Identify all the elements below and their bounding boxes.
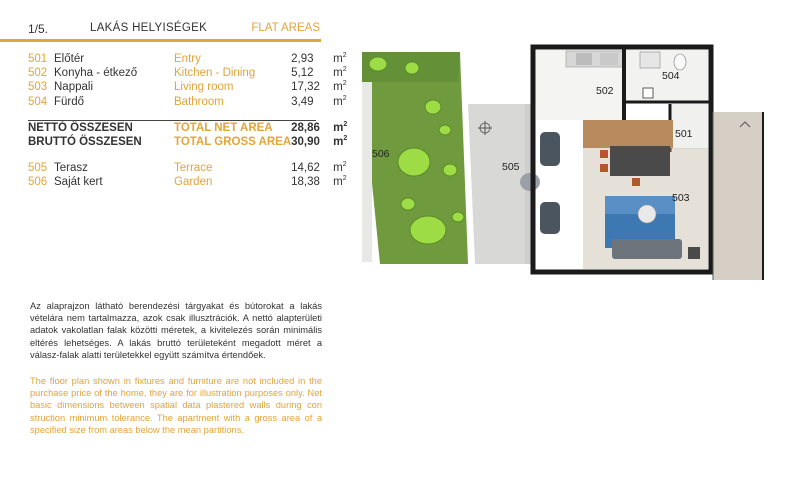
total-area: 28,86 bbox=[291, 121, 320, 134]
totals-divider bbox=[28, 120, 316, 121]
room-number: 506 bbox=[28, 176, 48, 189]
room-name-hu: Konyha - étkező bbox=[54, 67, 138, 80]
room-area: 3,49 bbox=[291, 95, 314, 108]
total-row bbox=[28, 121, 347, 135]
spacer-row bbox=[28, 149, 347, 161]
room-area: 5,12 bbox=[291, 67, 314, 80]
area-unit: $m^2$ bbox=[333, 80, 347, 94]
terrace-chair bbox=[540, 132, 560, 166]
area-unit: $m^2$ bbox=[333, 135, 348, 149]
room-label-502: 502 bbox=[596, 85, 614, 97]
floor-plan bbox=[340, 42, 780, 282]
room-name-en: Kitchen - Dining bbox=[174, 67, 256, 80]
tree-icon bbox=[443, 164, 457, 176]
room-area: 14,62 bbox=[291, 162, 320, 175]
tree-icon bbox=[425, 100, 441, 114]
room-name-en: Terrace bbox=[174, 162, 213, 175]
room-name-en: Living room bbox=[174, 81, 234, 94]
room-name-hu: Saját kert bbox=[54, 176, 103, 189]
page-header bbox=[28, 22, 320, 40]
room-name-hu: Nappali bbox=[54, 81, 93, 94]
tree-icon bbox=[369, 57, 387, 71]
tree-icon bbox=[452, 212, 464, 222]
sofa bbox=[612, 239, 682, 259]
area-unit: $m^2$ bbox=[333, 175, 347, 189]
room-number: 505 bbox=[28, 162, 48, 175]
room-area: 18,38 bbox=[291, 176, 320, 189]
tree-icon bbox=[405, 62, 419, 74]
garden-path bbox=[362, 82, 372, 262]
table-row bbox=[28, 161, 347, 175]
section-title-en: FLAT AREAS bbox=[251, 22, 320, 34]
spacer-row bbox=[28, 109, 347, 121]
area-unit: $m^2$ bbox=[333, 52, 347, 66]
table-row bbox=[28, 95, 347, 109]
tree-icon bbox=[410, 216, 446, 244]
section-title: LAKÁS HELYISÉGEK bbox=[90, 22, 208, 34]
page-number: 1/5. bbox=[28, 22, 49, 36]
room-name-hu: Terasz bbox=[54, 162, 88, 175]
total-label-en: TOTAL GROSS AREA bbox=[174, 136, 292, 149]
disclaimer-en: The floor plan shown in fixtures and furniture are not included in the purchase price of the home, they are for illustration purposes only. Net basic dimensions between spatial data plastered walls during con struction minimum tolerance. The apartment with a gross area of a specified size from areas below the mean partitions. bbox=[30, 376, 322, 435]
area-unit: $m^2$ bbox=[333, 121, 348, 134]
living-floor bbox=[583, 120, 673, 148]
terrace-table bbox=[520, 173, 540, 191]
total-area: 30,90 bbox=[291, 136, 320, 149]
tree-icon bbox=[398, 148, 430, 176]
table-row bbox=[28, 66, 347, 80]
area-unit: $m^2$ bbox=[333, 161, 347, 175]
tree-icon bbox=[401, 198, 415, 210]
dining-table bbox=[610, 146, 670, 176]
entry-area bbox=[670, 104, 708, 149]
room-number: 501 bbox=[28, 53, 48, 66]
terrace-chair bbox=[540, 202, 560, 234]
room-number: 504 bbox=[28, 95, 48, 108]
room-area: 2,93 bbox=[291, 53, 314, 66]
table-row bbox=[28, 52, 347, 66]
room-label-506: 506 bbox=[372, 148, 390, 160]
area-unit: $m^2$ bbox=[333, 66, 347, 80]
room-name-hu: Fürdő bbox=[54, 95, 85, 108]
room-label-501: 501 bbox=[675, 128, 693, 140]
room-number: 502 bbox=[28, 67, 48, 80]
room-name-en: Bathroom bbox=[174, 95, 224, 108]
stairway bbox=[713, 112, 763, 280]
tree-icon bbox=[439, 125, 451, 135]
header-divider bbox=[0, 39, 321, 42]
total-label-en: TOTAL NET AREA bbox=[174, 121, 273, 134]
room-label-504: 504 bbox=[662, 70, 680, 82]
room-name-en: Garden bbox=[174, 176, 213, 189]
disclaimer-hu: Az alaprajzon látható berendezési tárgyakat és bútorokat a lakás vételára nem tartalmazza, azok csak illusztrációk. A nettó alapterületi adatok vakolatlan falak közötti méretek, a kivitelezés során minimális eltérés lehetséges. A lakás bruttó területeként megadott méret a válasz-falak alatti területekkel együtt számítva értendőek. bbox=[30, 301, 322, 360]
total-label-hu: NETTÓ ÖSSZESEN bbox=[28, 121, 133, 134]
total-label-hu: BRUTTÓ ÖSSZESEN bbox=[28, 136, 142, 149]
area-unit: $m^2$ bbox=[333, 94, 347, 108]
coffee-table bbox=[638, 205, 656, 223]
table-row bbox=[28, 80, 347, 94]
floor-plan-drawing bbox=[340, 42, 780, 282]
room-label-505: 505 bbox=[502, 161, 520, 173]
room-name-en: Entry bbox=[174, 53, 201, 66]
room-area: 17,32 bbox=[291, 81, 320, 94]
total-row bbox=[28, 135, 347, 149]
room-name-hu: Előtér bbox=[54, 53, 85, 66]
room-number: 503 bbox=[28, 81, 48, 94]
room-label-503: 503 bbox=[672, 192, 690, 204]
table-row bbox=[28, 175, 347, 189]
